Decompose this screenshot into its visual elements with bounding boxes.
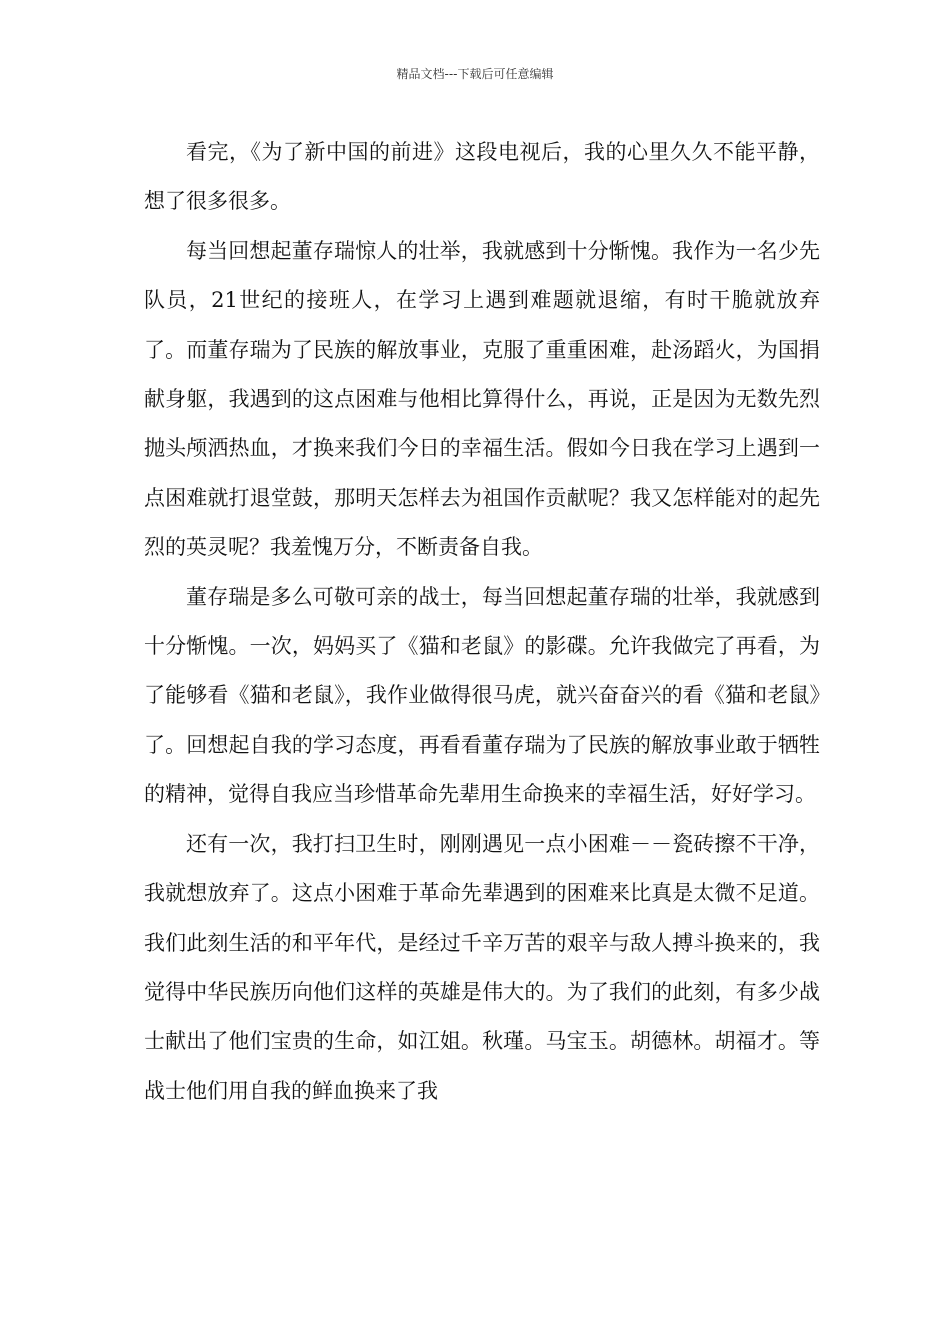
paragraph: 还有一次，我打扫卫生时，刚刚遇见一点小困难－－瓷砖擦不干净，我就想放弃了。这点小困难于革命先辈遇到的困难来比真是太微不足道。我们此刻生活的和平年代，是经过千辛万苦的艰辛与敌人搏斗换来的，我觉得中华民族历向他们这样的英雄是伟大的。为了我们的此刻，有多少战士献出了他们宝贵的生命，如江姐。秋瑾。马宝玉。胡德林。胡福才。等战士他们用自我的鲜血换来了我 [144, 831, 820, 1103]
paragraph: 每当回想起董存瑞惊人的壮举，我就感到十分惭愧。我作为一名少先队员，21世纪的接班人，在学习上遇到难题就退缩，有时干脆就放弃了。而董存瑞为了民族的解放事业，克服了重重困难，赴汤蹈火，为国捐献身躯，我遇到的这点困难与他相比算得什么，再说，正是因为无数先烈抛头颅洒热血，才换来我们今日的幸福生活。假如今日我在学习上遇到一点困难就打退堂鼓，那明天怎样去为祖国作贡献呢？我又怎样能对的起先烈的英灵呢？我羞愧万分，不断责备自我。 [144, 238, 820, 560]
paragraph: 看完，《为了新中国的前进》这段电视后，我的心里久久不能平静，想了很多很多。 [144, 140, 820, 214]
page-header: 精品文档---下载后可任意编辑 [396, 67, 554, 81]
paragraph: 董存瑞是多么可敬可亲的战士，每当回想起董存瑞的壮举，我就感到十分惭愧。一次，妈妈买了《猫和老鼠》的影碟。允许我做完了再看，为了能够看《猫和老鼠》，我作业做得很马虎，就兴奋奋兴的看《猫和老鼠》了。回想起自我的学习态度，再看看董存瑞为了民族的解放事业敢于牺牲的精神，觉得自我应当珍惜革命先辈用生命换来的幸福生活，好好学习。 [144, 584, 820, 807]
document-body [144, 128, 820, 1116]
